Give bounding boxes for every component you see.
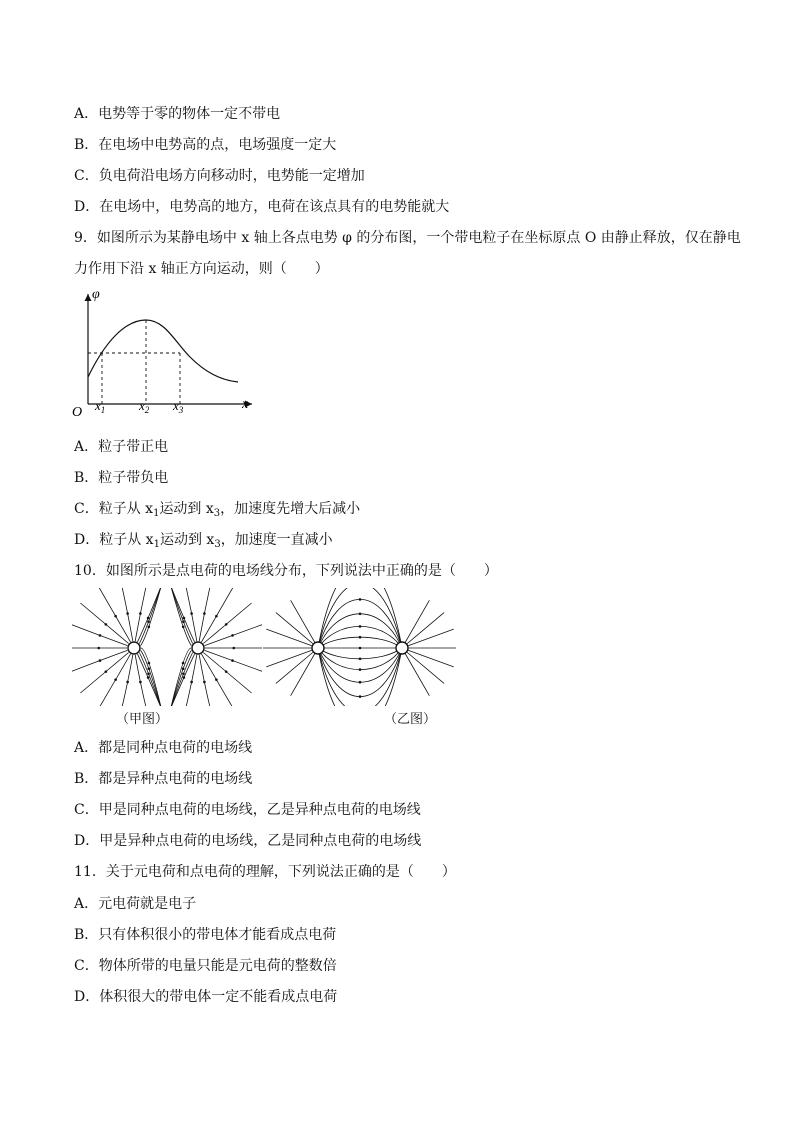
field-line	[266, 648, 318, 667]
field-line	[186, 655, 197, 706]
arrowhead	[215, 678, 218, 681]
arrowhead	[182, 672, 185, 675]
field-lines-jia	[72, 588, 262, 706]
arrowhead	[359, 681, 362, 684]
field-line	[318, 648, 402, 682]
arrowhead	[359, 598, 362, 601]
field-line	[318, 588, 402, 648]
arrowhead	[114, 678, 117, 681]
arrowhead	[359, 613, 362, 616]
field-line	[135, 655, 146, 706]
arrowhead	[97, 647, 100, 650]
q10-option-c: C．甲是同种点电荷的电场线，乙是异种点电荷的电场线	[74, 802, 421, 818]
tick-x1: $x_1$	[95, 398, 106, 415]
q11-stem: 11．关于元电荷和点电荷的理解，下列说法正确的是（ ）	[74, 864, 456, 880]
arrowhead	[148, 662, 151, 665]
arrowhead	[148, 625, 151, 628]
arrowhead	[225, 670, 228, 673]
arrowhead	[99, 634, 102, 637]
arrowhead	[183, 617, 186, 620]
field-line	[402, 629, 454, 648]
arrowhead	[359, 668, 362, 671]
arrowhead	[126, 612, 129, 615]
arrowhead	[148, 667, 151, 670]
field-line	[171, 588, 193, 644]
field-line	[402, 600, 429, 648]
field-line	[276, 648, 318, 683]
caption-yi: （乙图）	[384, 712, 437, 727]
arrowhead	[203, 612, 206, 615]
arrowhead	[147, 676, 150, 679]
field-line	[318, 599, 402, 648]
q10-option-b: B．都是异种点电荷的电场线	[74, 771, 253, 787]
arrowhead	[139, 612, 142, 615]
q9-option-a: A．粒子带正电	[74, 439, 169, 455]
q9-stem-line2: 力作用下沿 x 轴正方向运动，则（ ）	[74, 261, 329, 277]
field-line	[318, 648, 402, 697]
field-lines-group	[72, 588, 262, 706]
arrowhead	[203, 681, 206, 684]
q8-option-c: C．负电荷沿电场方向移动时，电势能一定增加	[74, 168, 365, 184]
q9-option-d: D．粒子从 $x_1$运动到 $x_3$，加速度一直减小	[74, 532, 333, 550]
field-line	[402, 648, 429, 696]
arrowhead	[99, 659, 102, 662]
field-line	[139, 652, 161, 706]
arrowhead	[359, 625, 362, 628]
arrowhead	[359, 695, 362, 698]
q11-option-c: C．物体所带的电量只能是元电荷的整数倍	[74, 958, 337, 974]
arrowhead	[232, 647, 235, 650]
arrowhead	[182, 620, 185, 623]
caption-jia: （甲图）	[116, 712, 169, 727]
tick-x2: $x_2$	[139, 398, 150, 415]
q11-option-d: D．体积很大的带电体一定不能看成点电荷	[74, 989, 338, 1005]
arrowhead	[182, 625, 185, 628]
field-line	[199, 655, 210, 706]
q10-option-d: D．甲是异种点电荷的电场线，乙是同种点电荷的电场线	[74, 833, 422, 849]
q8-option-a: A．电势等于零的物体一定不带电	[74, 106, 281, 122]
arrowhead	[147, 672, 150, 675]
arrowhead	[359, 658, 362, 661]
q11-option-a: A．元电荷就是电子	[74, 896, 197, 912]
field-line	[318, 614, 402, 648]
arrowhead	[182, 662, 185, 665]
arrowhead	[359, 647, 362, 650]
field-line	[402, 613, 444, 648]
field-line	[291, 648, 318, 696]
field-line	[318, 588, 402, 648]
q8-option-b: B．在电场中电势高的点，电场强度一定大	[74, 137, 337, 153]
arrowhead	[139, 681, 142, 684]
field-line	[318, 648, 402, 659]
y-axis-label: φ	[92, 287, 100, 302]
arrowhead	[105, 670, 108, 673]
arrowhead	[231, 659, 234, 662]
arrowhead	[105, 623, 108, 626]
field-line	[318, 637, 402, 648]
q10-stem: 10．如图所示是点电荷的电场线分布，下列说法中正确的是（ ）	[74, 563, 498, 579]
arrowhead	[359, 636, 362, 639]
q9-option-c: C．粒子从 $x_1$运动到 $x_3$，加速度先增大后减小	[74, 501, 361, 519]
x-axis-label: x	[242, 397, 249, 412]
q11-option-b: B．只有体积很小的带电体才能看成点电荷	[74, 927, 337, 943]
arrowhead	[190, 612, 193, 615]
field-line	[276, 613, 318, 648]
arrowhead	[215, 615, 218, 618]
arrowhead	[126, 681, 129, 684]
field-line	[266, 629, 318, 648]
q9-potential-graph	[70, 282, 260, 422]
q10-option-a: A．都是同种点电荷的电场线	[74, 740, 253, 756]
field-line	[402, 648, 454, 667]
q9-option-b: B．粒子带负电	[74, 470, 169, 486]
field-line	[99, 588, 131, 642]
arrowhead	[190, 681, 193, 684]
arrowhead	[183, 676, 186, 679]
arrowhead	[182, 667, 185, 670]
charge-circle	[128, 642, 140, 654]
charge-circle	[396, 642, 408, 654]
arrowhead	[114, 615, 117, 618]
field-line	[122, 655, 133, 706]
arrowhead	[147, 620, 150, 623]
q9-stem-line1: 9．如图所示为某静电场中 x 轴上各点电势 φ 的分布图，一个带电粒子在坐标原点 O 由静止释放，仅在静电	[74, 230, 741, 246]
charge-circle	[312, 642, 324, 654]
charge-circle	[192, 642, 204, 654]
field-line	[202, 588, 234, 642]
origin-label: O	[72, 405, 83, 420]
field-lines-group	[263, 588, 456, 706]
arrowhead	[231, 634, 234, 637]
q8-option-d: D．在电场中，电势高的地方，电荷在该点具有的电势能就大	[74, 199, 450, 215]
tick-x3: $x_3$	[173, 398, 184, 415]
field-lines-yi	[262, 588, 456, 706]
field-line	[291, 600, 318, 648]
arrowhead	[225, 623, 228, 626]
potential-curve	[88, 320, 238, 382]
field-line	[402, 648, 444, 683]
arrowhead	[147, 617, 150, 620]
